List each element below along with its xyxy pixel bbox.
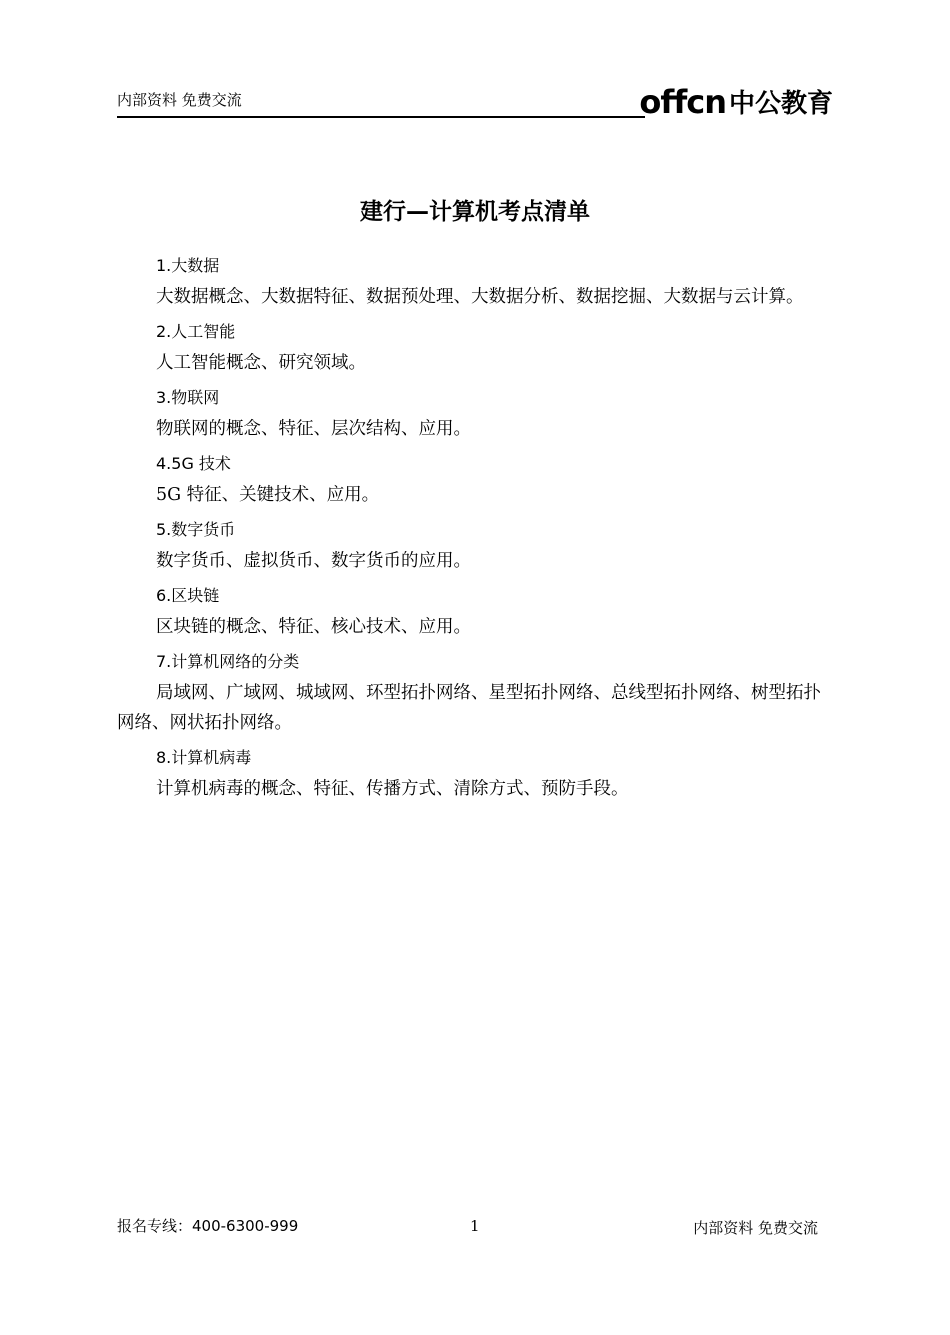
section-heading-blockchain: 6.区块链	[156, 586, 220, 605]
document-content	[117, 252, 833, 804]
section-body-ai: 人工智能概念、研究领域。	[156, 353, 366, 373]
page-header	[117, 78, 833, 120]
section-heading-digital-currency: 5.数字货币	[156, 520, 236, 539]
section-heading-big-data: 1.大数据	[156, 256, 220, 275]
header-rule	[117, 116, 645, 118]
section-heading-iot: 3.物联网	[156, 388, 220, 407]
section-body-network-classification: 局域网、广域网、城域网、环型拓扑网络、星型拓扑网络、总线型拓扑网络、树型拓扑网络、网状拓扑网络。	[117, 683, 821, 733]
section-body-big-data: 大数据概念、大数据特征、数据预处理、大数据分析、数据挖掘、大数据与云计算。	[156, 287, 804, 307]
document-title: 建行—计算机考点清单	[360, 199, 590, 225]
footer-note: 内部资料 免费交流	[693, 1219, 818, 1237]
logo-latin-text: offcn	[639, 83, 726, 121]
section-body-blockchain: 区块链的概念、特征、核心技术、应用。	[156, 617, 471, 637]
section-heading-network-classification: 7.计算机网络的分类	[156, 652, 300, 671]
section-heading-computer-virus: 8.计算机病毒	[156, 748, 252, 767]
header-note: 内部资料 免费交流	[117, 91, 242, 109]
logo-cn-text: 中公教育	[728, 89, 833, 119]
section-body-iot: 物联网的概念、特征、层次结构、应用。	[156, 419, 471, 439]
section-body-computer-virus: 计算机病毒的概念、特征、传播方式、清除方式、预防手段。	[156, 779, 629, 799]
section-body-digital-currency: 数字货币、虚拟货币、数字货币的应用。	[156, 551, 471, 571]
page-footer	[117, 1215, 833, 1239]
offcn-logo	[639, 78, 833, 121]
section-heading-ai: 2.人工智能	[156, 322, 236, 341]
section-heading-5g: 4.5G 技术	[156, 454, 231, 473]
page-number: 1	[470, 1217, 480, 1235]
footer-hotline: 报名专线：400-6300-999	[117, 1217, 299, 1235]
section-body-5g: 5G 特征、关键技术、应用。	[156, 485, 380, 505]
